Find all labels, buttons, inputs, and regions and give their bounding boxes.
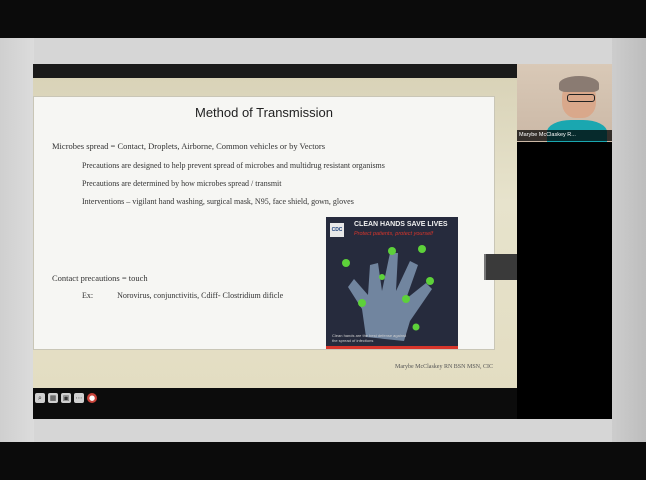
side-panel-tab[interactable] (484, 254, 520, 280)
slide-bullet-1: Microbes spread = Contact, Droplets, Airborne, Common vehicles or by Vectors (52, 141, 326, 151)
example-label: Ex: (82, 291, 94, 300)
poster-subtitle: Protect patients, protect yourself (354, 231, 433, 237)
zoom-icon[interactable]: ⌕ (35, 393, 45, 403)
slide-footer: Marybe McClaskey RN BSN MSN, CIC (394, 364, 493, 370)
slide-example (82, 291, 283, 300)
slide-content (33, 96, 495, 350)
grid-icon[interactable]: ▦ (49, 394, 57, 402)
participant-hair (559, 76, 599, 92)
presentation-slide (33, 78, 517, 388)
participant-glasses (567, 94, 595, 102)
share-top-bar (33, 64, 517, 78)
poster-title: CLEAN HANDS SAVE LIVES (354, 221, 448, 228)
right-gray-area (612, 38, 646, 442)
slide-bullet-5: Contact precautions = touch (52, 273, 148, 283)
slide-toolbar (33, 392, 97, 404)
participant-video-panel (517, 64, 612, 419)
slide-bullet-3: Precautions are determined by how microbes spread / transmit (82, 179, 282, 188)
participant-name: Marybe McClaskey R... (517, 130, 612, 141)
hand-germs-illustration (326, 217, 458, 349)
poster-red-bar (326, 346, 458, 349)
camera-icon[interactable]: ▣ (62, 394, 70, 402)
example-text: Norovirus, conjunctivitis, Cdiff- Clostridium dificle (117, 291, 284, 300)
meeting-viewport (0, 38, 646, 442)
participant-video-tile[interactable] (517, 64, 612, 142)
screen-share (33, 64, 517, 419)
slide-bullet-2: Precautions are designed to help prevent spread of microbes and multidrug resistant organisms (82, 161, 385, 170)
left-gray-area (0, 38, 34, 442)
poster-footer: Clean hands are the best defense against the spread of infections (332, 333, 407, 343)
cdc-poster-image (326, 217, 458, 349)
more-icon[interactable]: ⋯ (75, 394, 83, 402)
slide-title: Method of Transmission (194, 105, 333, 120)
record-icon[interactable]: ● (88, 394, 96, 402)
slide-bullet-4: Interventions – vigilant hand washing, surgical mask, N95, face shield, gown, gloves (82, 197, 354, 206)
cdc-logo: CDC (330, 223, 344, 237)
share-bottom-bar (33, 388, 517, 419)
